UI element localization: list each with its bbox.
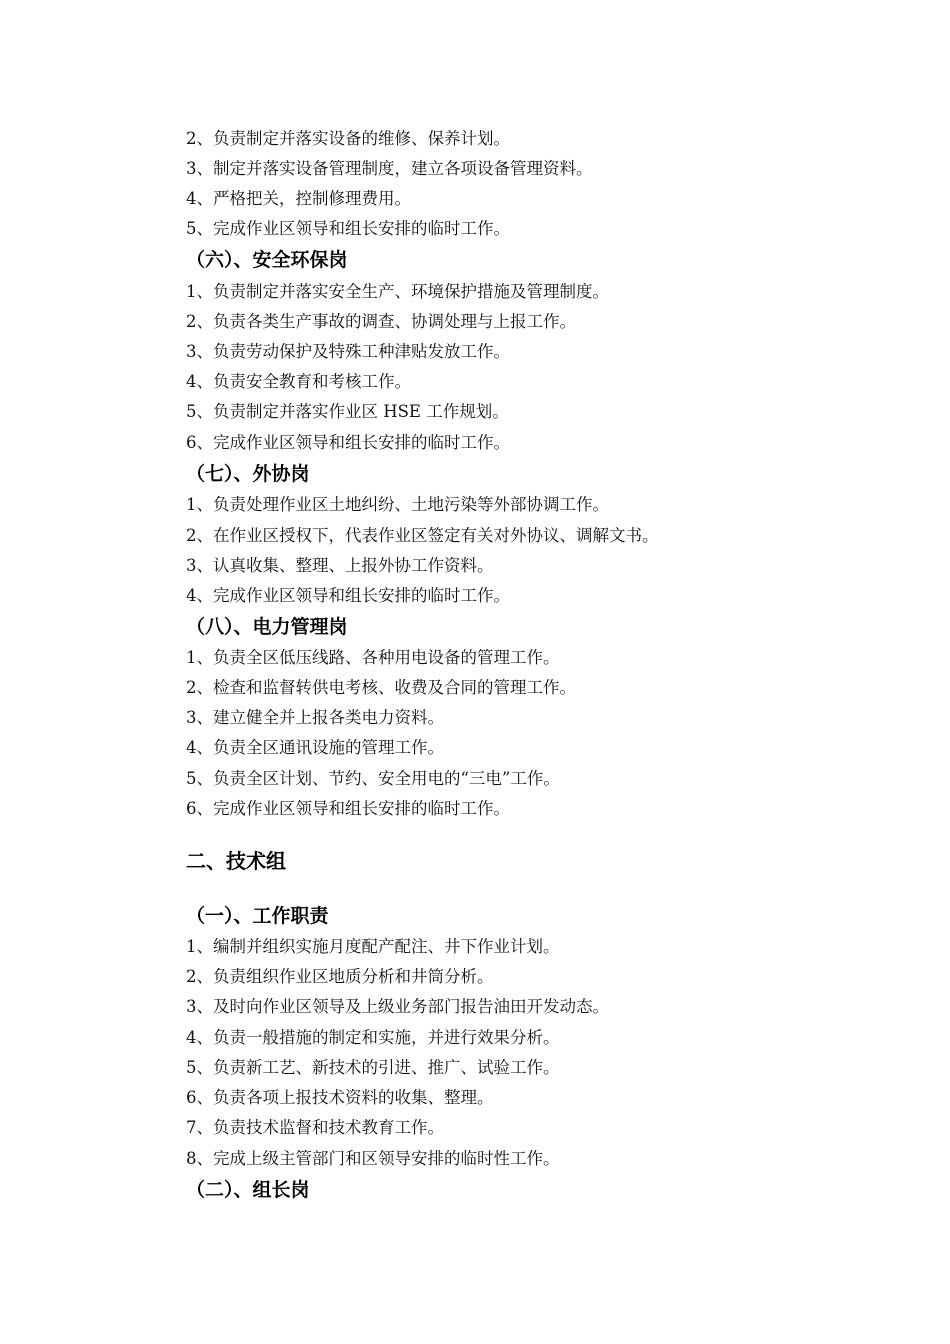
list-item: 3、负责劳动保护及特殊工种津贴发放工作。: [186, 342, 510, 361]
section-heading: 二、技术组: [186, 849, 286, 873]
list-item: 2、负责制定并落实设备的维修、保养计划。: [186, 129, 510, 148]
list-item: 4、负责全区通讯设施的管理工作。: [186, 738, 444, 757]
subsection-heading: （七）、外协岗: [186, 463, 310, 485]
list-item: 5、负责全区计划、节约、安全用电的“三电”工作。: [186, 769, 560, 788]
list-item: 4、负责安全教育和考核工作。: [186, 372, 411, 391]
list-item: 5、完成作业区领导和组长安排的临时工作。: [186, 219, 510, 238]
subsection-heading: （八）、电力管理岗: [186, 616, 348, 638]
list-item: 4、严格把关，控制修理费用。: [186, 189, 411, 208]
subsection-heading: （二）、组长岗: [186, 1179, 310, 1201]
list-item: 1、编制并组织实施月度配产配注、井下作业计划。: [186, 937, 560, 956]
list-item: 5、负责新工艺、新技术的引进、推广、试验工作。: [186, 1058, 560, 1077]
list-item: 2、负责各类生产事故的调查、协调处理与上报工作。: [186, 312, 576, 331]
list-item: 5、负责制定并落实作业区 HSE 工作规划。: [186, 402, 509, 421]
list-item: 6、完成作业区领导和组长安排的临时工作。: [186, 799, 510, 818]
list-item: 7、负责技术监督和技术教育工作。: [186, 1118, 444, 1137]
list-item: 8、完成上级主管部门和区领导安排的临时性工作。: [186, 1149, 560, 1168]
list-item: 1、负责制定并落实安全生产、环境保护措施及管理制度。: [186, 282, 609, 301]
subsection-heading: （一）、工作职责: [186, 905, 329, 927]
subsection-heading: （六）、安全环保岗: [186, 249, 348, 271]
list-item: 6、完成作业区领导和组长安排的临时工作。: [186, 433, 510, 452]
list-item: 2、在作业区授权下，代表作业区签定有关对外协议、调解文书。: [186, 526, 659, 545]
list-item: 1、负责全区低压线路、各种用电设备的管理工作。: [186, 648, 560, 667]
list-item: 3、及时向作业区领导及上级业务部门报告油田开发动态。: [186, 997, 609, 1016]
list-item: 3、制定并落实设备管理制度，建立各项设备管理资料。: [186, 159, 593, 178]
list-item: 6、负责各项上报技术资料的收集、整理。: [186, 1088, 494, 1107]
list-item: 1、负责处理作业区土地纠纷、土地污染等外部协调工作。: [186, 495, 609, 514]
list-item: 3、建立健全并上报各类电力资料。: [186, 708, 444, 727]
list-item: 4、完成作业区领导和组长安排的临时工作。: [186, 586, 510, 605]
list-item: 2、检查和监督转供电考核、收费及合同的管理工作。: [186, 678, 576, 697]
list-item: 3、认真收集、整理、上报外协工作资料。: [186, 556, 494, 575]
list-item: 4、负责一般措施的制定和实施，并进行效果分析。: [186, 1028, 560, 1047]
list-item: 2、负责组织作业区地质分析和井筒分析。: [186, 967, 494, 986]
